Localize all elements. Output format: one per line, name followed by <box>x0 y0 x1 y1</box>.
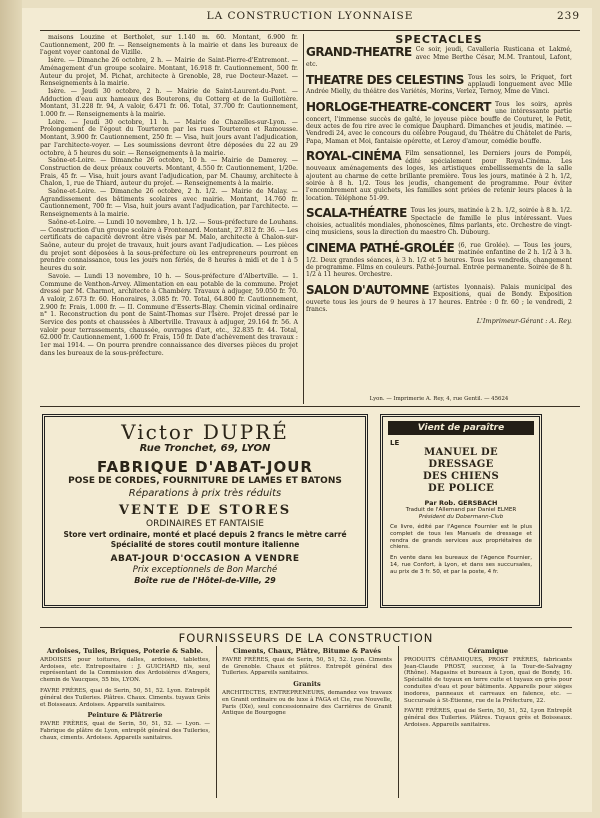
book-title-line: MANUEL DE DRESSAGE <box>424 447 498 470</box>
notice-paragraph: Saône-et-Loire. — Dimanche 26 octobre, 10 h. — Mairie de Damerey. — Construction de deux préaux couverts. Montant, 4.550 fr. Cautionnement, 1/20e. Frais, 45 fr. — Visa, huit jours avant l'adjudication, par M. Chaumy, architecte à Chalon, 1, rue de Thiard, auteur du projet. — Renseignements à la mairie. <box>40 157 298 188</box>
category-heading: Ardoises, Tuiles, Briques, Poterie & Sable. <box>46 647 204 655</box>
category-heading: Céramique <box>467 647 509 655</box>
section-rule <box>40 627 572 628</box>
adjudications-column <box>40 34 298 406</box>
venue-name: SCALA-THÉATRE <box>306 206 407 221</box>
supplier-entry: ARCHITECTES, ENTREPRENEURS, demandez vos travaux en Granit ordinaire ou de luxe à FAGA et Cie, rue Nouvelle, Paris (IXe), seul concessionnaire des Carrières de Granit Antique de Bourgogne <box>222 689 392 717</box>
advertiser-name: Victor DUPRÉ <box>121 420 289 444</box>
book-sale-info: En vente dans les bureaux de l'Agence Fournier, 14, rue Confort, à Lyon, et dans ses succursales, au prix de 3 fr. 50, et par la poste, 4 fr. <box>390 555 532 575</box>
ad-speciality: Spécialité de stores coutil monture italienne <box>110 540 300 549</box>
supplier-column <box>404 646 572 800</box>
column-rule <box>303 34 304 404</box>
spectacles-section <box>306 34 572 406</box>
fournisseurs-heading: FOURNISSEURS DE LA CONSTRUCTION <box>178 631 434 645</box>
category-heading: Ciments, Chaux, Plâtre, Bitume & Pavés <box>232 647 382 655</box>
supplier-column <box>40 646 210 800</box>
column-rule <box>398 646 399 798</box>
spectacle-entry <box>306 46 572 68</box>
running-header <box>40 10 580 26</box>
spectacle-entry <box>306 284 572 314</box>
supplier-entry: ARDOISES pour toitures, dalles, ardoises, tablettes, Ardoises, etc. Entrepositaire : J. GUICHARD fils, seul représentant de la Commission des Ardoisières d'Angers, chemin de Vaucques, 55 bis, LYON. <box>40 656 210 684</box>
book-title-line: DES CHIENS <box>422 471 500 482</box>
venue-name: THEATRE DES CELESTINS <box>306 72 464 87</box>
notice-paragraph: Isère. — Jeudi 30 octobre, 2 h. — Mairie de Saint-Laurent-du-Pont. — Adduction d'eau aux hameaux des Bouterons, du Cotterg et de la Guillotière. Montant, 31.228 fr. 94, A valoir, 6.471 fr. 06. Total, 37.700 fr. Cautionnement, 1.000 fr. — Renseignements à la mairie. <box>40 87 298 119</box>
dupre-advertisement <box>42 414 368 608</box>
venue-name: GRAND-THEATRE <box>306 45 412 60</box>
book-spine <box>0 0 22 818</box>
notice-paragraph: Saône-et-Loire. — Dimanche 26 octobre, 2 h. 1/2. — Mairie de Malay. — Agrandissement des bâtiments scolaires avec mairie. Montant, 14.760 fr. Cautionnement, 700 fr. — Visa, huit jours avant l'adjudication, par l'architecte. — Renseignements à la mairie. <box>40 188 298 219</box>
venue-text: Tous les soirs, le Friquet, fort applaudi longuement avec Mlle Andrée Mielly, du théâtre des Variétés, Morins, Verlez, Ternoy, Mme de Vinci. <box>306 73 572 96</box>
book-description: Ce livre, édité par l'Agence Fournier est le plus complet de tous les Manuels de dressage et rendra de grands services aux propriétaires de chiens. <box>390 524 532 551</box>
printer-signature: L'Imprimeur-Gérant : A. Rey. <box>476 317 572 326</box>
book-author: Par Rob. GERSBACH <box>424 499 498 507</box>
ad-repairs: Réparations à prix très réduits <box>128 488 282 499</box>
venue-text: Tous les soirs, après une intéressante partie concert, l'immense succès de gaîté, le joyeuse pièce bouffe de Couturet, le Petit, deux actes de fou rire avec le comique Dauphard. Dimanches et jeudis, matinée. — Vendredi 24, avec le concours du célèbre Pougaud, du Théâtre du Châtelet de Paris, Papa, Maman et Moi, fantaisie opérette, et Leroy d'amour, comédie bouffe. <box>306 100 572 145</box>
supplier-entry: PRODUITS CÉRAMIQUES, PROST FRÈRES, fabricants Jean-Claude PROST, succesr, à la Tour-de-Salvagny (Rhône). Magasins et bureaux à Lyon, quai de Bondy, 16. Spécialité de tuyaux en terre cuite et tuyaux en grès pour conduites d'eau et pour bâtiments. Appareils pour sièges inodores, panneaux et carreaux en faïence, etc. — Succursale à St-Étienne, rue de la Préfecture, 22. <box>404 656 572 704</box>
journal-title: LA CONSTRUCTION LYONNAISE <box>206 10 414 22</box>
supplier-column <box>222 646 392 800</box>
book-article: LE <box>390 439 400 447</box>
venue-name: SALON D'AUTOMNE <box>306 282 429 297</box>
ad-sale-subheading: ORDINAIRES ET FANTAISIE <box>146 519 264 529</box>
venue-name: ROYAL-CINÉMA <box>306 149 402 164</box>
ad-price-notice: Store vert ordinaire, monté et placé depuis 2 francs le mètre carré <box>63 530 347 539</box>
venue-text: Film sensationnel, les Derniers jours de Pompéi, édité spécialement pour Royal-Cinéma. Les nouveaux aménagements des loges, les artistiques embellissements de la salle ajoutent au charme de cette brillante première. Tous les jours, matinée à 2 h. 1/2, soirée à 8 h. 1/2. Tous les jeudis, changement de programme. Pour éviter l'encombrement aux guichets, les familles sont priées de retenir leurs places à la location. Téléphone 51-99. <box>306 150 572 202</box>
spectacles-heading: SPECTACLES <box>395 34 483 46</box>
book-title-line: DE POLICE <box>428 483 494 494</box>
notice-paragraph: Loire. — Jeudi 30 octobre, 11 h. — Mairie de Chazelles-sur-Lyon. — Prolongement de l'égout du Tourteron par les rues Tourteron et Ramousse. Montant, 3.900 fr. Cautionnement, 250 fr. — Visa, huit jours avant l'adjudication, par l'architecte-voyer. — Les soumissions devront être déposées du 22 au 29 octobre, à 5 heures du soir. — Renseignements à la mairie. <box>40 118 298 157</box>
supplier-entry: FAVRE FRÈRES, quai de Serin, 50, 51, 52, Lyon Entrepôt général des Tuileries. Plâtres. Tuyaux grès et Boisseaux. Ardoises. Appareils sanitaires. <box>404 708 572 728</box>
venue-text: (artistes lyonnais). Palais municipal des Expositions, quai de Bondy. Exposition ouverte tous les jours de 9 heures à 17 heures. Entrée : 0 fr. 60 ; le vendredi, 2 francs. <box>306 283 572 313</box>
page-number: 239 <box>556 10 580 22</box>
notice-paragraph: Savoie. — Lundi 13 novembre, 10 h. — Sous-préfecture d'Albertville. — 1. Commune de Venthon-Arvey. Alimentation en eau potable de la commune. Projet dressé par M. Charmot, architecte à Chambéry. Travaux à adjuger, 59.050 fr. 70. A valoir, 2.673 fr. 60. Honoraires, 3.085 fr. 70. Total, 64.800 fr. Cautionnement, 2.900 fr. Frais, 1.000 fr. — II. Commune d'Esserts-Blay. Chemin vicinal ordinaire n° 1. Reconstruction du pont de Saint-Thomas sur l'Isère. Projet dressé par le Service des ponts et chaussées à Albertville. Travaux à adjuger, 29.164 fr. 56. A valoir pour terrassements, chaussée, ouvrages d'art, etc., 32.835 fr. 44. Total, 62.000 fr. Cautionnement, 1.600 fr. Frais, 150 fr. Date d'achèvement des travaux : 1er mai 1914. — On pourra prendre connaissance des diverses pièces du projet dans les bureaux de la sous-préfecture. <box>40 272 298 357</box>
ad-occasion: ABAT-JOUR D'OCCASION A VENDRE <box>110 554 300 564</box>
new-release-banner: Vient de paraître <box>388 421 534 435</box>
book-translator: Traduit de l'Allemand par Daniel ELMER <box>405 507 517 513</box>
venue-text: Ce soir, jeudi, Cavalleria Rusticana et Lakmé, avec Mme Berthe César, M.M. Trantoul, Lafont, etc. <box>306 46 572 69</box>
notice-paragraph: Saône-et-Loire. — Lundi 10 novembre, 1 h. 1/2. — Sous-préfecture de Louhans. — Construction d'un groupe scolaire à Frontenard. Montant, 27.812 fr. 36. — Les certificats de capacité devront être visés par M. Malo, architecte à Chalon-sur-Saône, auteur du projet de travaux, huit jours avant l'adjudication. — Les pièces du projet sont déposées à la sous-préfecture où les entrepreneurs pourront en prendre connaissance, tous les jours non fériés, de 8 heures à midi et de 1 à 5 heures du soir. <box>40 218 298 273</box>
ad-sale-heading: VENTE DE STORES <box>118 503 292 518</box>
spectacle-entry <box>306 74 572 96</box>
spectacle-entry <box>306 242 572 279</box>
fournisseurs-section <box>40 624 572 804</box>
supplier-entry: FAVRE FRÈRES, quai de Serin, 50, 51, 52. Lyon. Ciments de Grenoble. Chaux et plâtres. Entrepôt général des Tuileries. Appareils sanitaires. <box>222 656 392 677</box>
section-rule <box>40 406 580 407</box>
header-rule <box>40 30 580 31</box>
supplier-entry: FAVRE FRÈRES, quai de Serin, 50, 51, 52. — Lyon. — Fabrique de plâtre de Lyon, entrepôt général des Tuileries, chaux, ciments. Ardoises. Appareils sanitaires. <box>40 721 210 741</box>
advertiser-address: Rue Tronchet, 69, LYON <box>139 443 271 454</box>
book-advertisement <box>380 414 542 608</box>
category-heading: Peinture & Plâtrerie <box>87 711 163 720</box>
supplier-entry: FAVRE FRÈRES, quai de Serin, 50, 51, 52. Lyon. Entrepôt général des Tuileries. Plâtres. Chaux. Ciments. tuyaux Grès et Boisseaux. Ardoises. Appareils sanitaires. <box>40 687 210 708</box>
printer-line: Lyon. — Imprimerie A. Rey, 4, rue Gentil. — 45624 <box>369 396 509 402</box>
ad-products: POSE DE CORDES, FOURNITURE DE LAMES ET BATONS <box>68 476 342 486</box>
ad-headline: FABRIQUE D'ABAT-JOUR <box>97 458 313 476</box>
column-rule <box>216 646 217 798</box>
venue-name: HORLOGE-THEATRE-CONCERT <box>306 99 491 114</box>
translator-role: Président du Dobermann-Club <box>418 514 504 520</box>
venue-text: (6, rue Grolée). — Tous les jours, matinée enfantine de 2 h. 1/2 à 3 h. 1/2. Deux grandes séances, à 3 h. 1/2 et 5 heures. Tous les vendredis, changement de programme. Films en couleurs. Pathé-Journal. Entrée permanente. Soirée de 8 h. 1/2 à 11 heures. Orchestre. <box>306 241 572 279</box>
category-heading: Granits <box>293 680 321 689</box>
spectacle-entry <box>306 101 572 145</box>
venue-name: CINEMA PATHÉ-GROLÉE <box>306 240 455 255</box>
notice-paragraph: Isère. — Dimanche 26 octobre, 2 h. — Mairie de Saint-Pierre-d'Entremont. — Aménagement d'un groupe scolaire. Montant, 16.918 fr. Cautionnement, 500 fr. Auteur du projet, M. Pichat, architecte à Grenoble, 28, rue Docteur-Mazet. — Renseignements à la mairie. <box>40 57 298 88</box>
notice-paragraph: maisons Louzine et Bertholet, sur 1.140 m. 60. Montant, 6.900 fr. Cautionnement, 200 fr. — Renseignements à la mairie et dans les bureaux de l'agent voyer cantonal de Vizille. <box>40 34 298 57</box>
spectacle-entry <box>306 207 572 237</box>
ad-box-address: Boîte rue de l'Hôtel-de-Ville, 29 <box>134 576 276 585</box>
venue-text: Tous les jours, matinée à 2 h. 1/2, soirée à 8 h. 1/2. Spectacle de famille le plus intéressant. Vues choisies, actualités mondiales, phonoscènes, films parlants, etc. Orchestre de vingt-cinq musiciens, sous la direction du maestro Ch. Dubourg. <box>306 207 572 237</box>
spectacle-entry <box>306 150 572 202</box>
ad-prices: Prix exceptionnels de Bon Marché <box>132 565 278 575</box>
